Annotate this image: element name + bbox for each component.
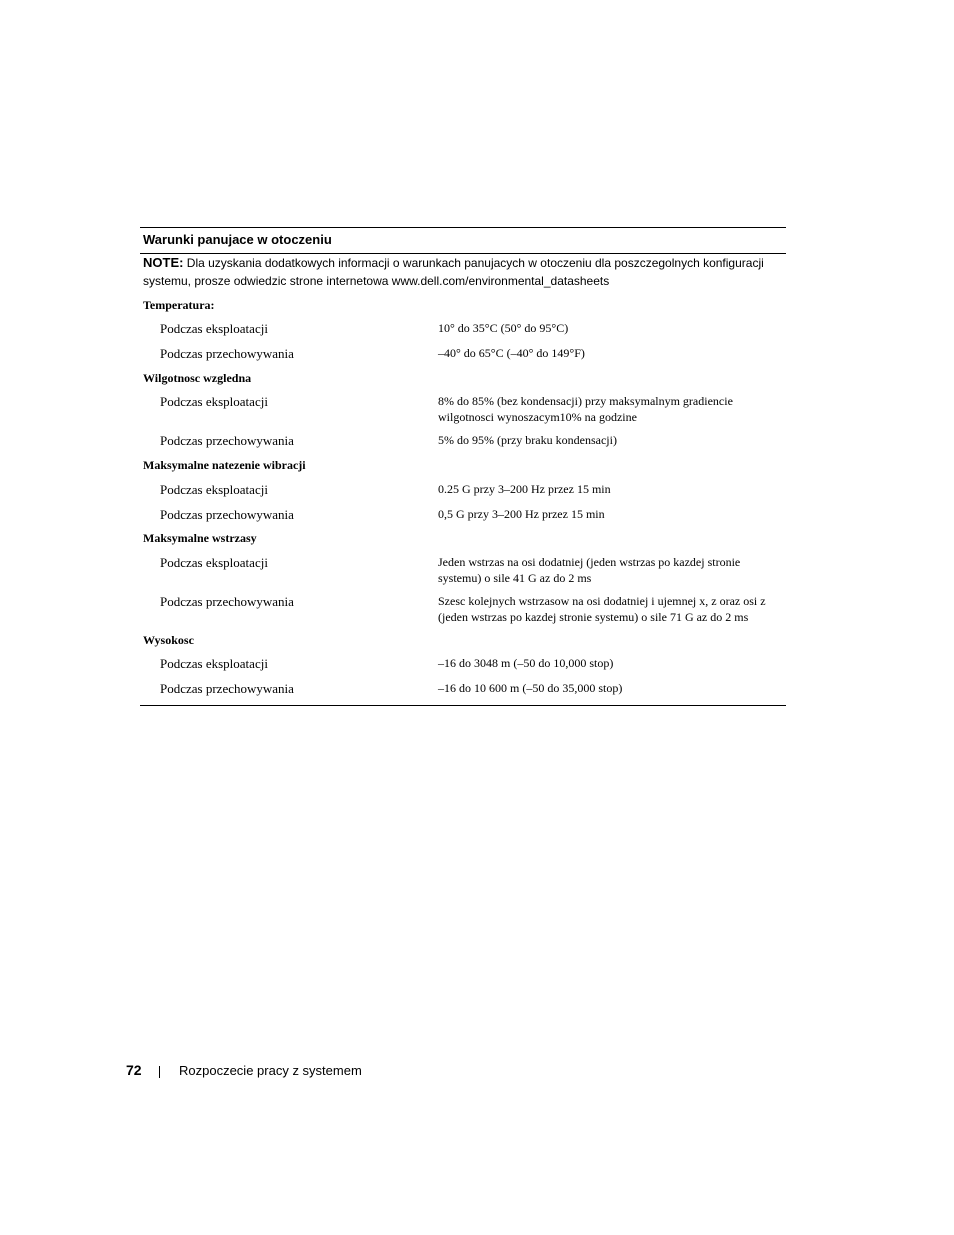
row-label: Podczas eksploatacji [160,656,268,671]
note [143,254,783,290]
page-number: 72 [126,1062,142,1078]
section-heading-altitude: Wysokosc [143,633,194,647]
table-title: Warunki panujace w otoczeniu [143,232,332,247]
row-label: Podczas eksploatacji [160,482,268,497]
section-heading-vibration: Maksymalne natezenie wibracji [143,458,306,472]
environmental-specs-table [140,227,786,706]
row-label: Podczas przechowywania [160,346,294,361]
row-value: 0.25 G przy 3–200 Hz przez 15 min [438,482,611,496]
table-header [140,228,786,254]
row-value: Jeden wstrzas na osi dodatniej (jeden wstrzas po kazdej stronie systemu) o sile 41 G az do 2 ms [438,555,741,585]
footer-section-title: Rozpoczecie pracy z systemem [179,1063,362,1078]
row-value: –16 do 10 600 m (–50 do 35,000 stop) [438,681,623,695]
row-label: Podczas przechowywania [160,433,294,448]
row-label: Podczas eksploatacji [160,321,268,336]
section-heading-temperature: Temperatura: [143,298,215,312]
row-label: Podczas eksploatacji [160,555,268,570]
section-heading-humidity: Wilgotnosc wzgledna [143,371,252,385]
section-heading-shock: Maksymalne wstrzasy [143,531,257,545]
note-text: Dla uzyskania dodatkowych informacji o warunkach panujacych w otoczeniu dla poszczegolnych konfiguracji systemu, prosze odwiedzic strone internetowa www.dell.com/environmental_datasheets [143,256,764,288]
row-value: 5% do 95% (przy braku kondensacji) [438,433,617,447]
row-label: Podczas przechowywania [160,681,294,696]
row-label: Podczas przechowywania [160,594,294,609]
row-value: –16 do 3048 m (–50 do 10,000 stop) [438,656,614,670]
row-label: Podczas przechowywania [160,507,294,522]
row-label: Podczas eksploatacji [160,394,268,409]
row-value: 8% do 85% (bez kondensacji) przy maksymalnym gradiencie wilgotnosci wynoszacym10% na godzine [438,394,733,424]
row-value: 10° do 35°C (50° do 95°C) [438,321,569,335]
row-value: 0,5 G przy 3–200 Hz przez 15 min [438,507,605,521]
note-label: NOTE: [143,255,184,270]
row-value: –40° do 65°C (–40° do 149°F) [438,346,585,360]
footer-divider [159,1066,160,1078]
row-value: Szesc kolejnych wstrzasow na osi dodatniej i ujemnej x, z oraz osi z (jeden wstrzas po kazdej stronie systemu) o sile 71 G az do 2 ms [438,594,766,624]
